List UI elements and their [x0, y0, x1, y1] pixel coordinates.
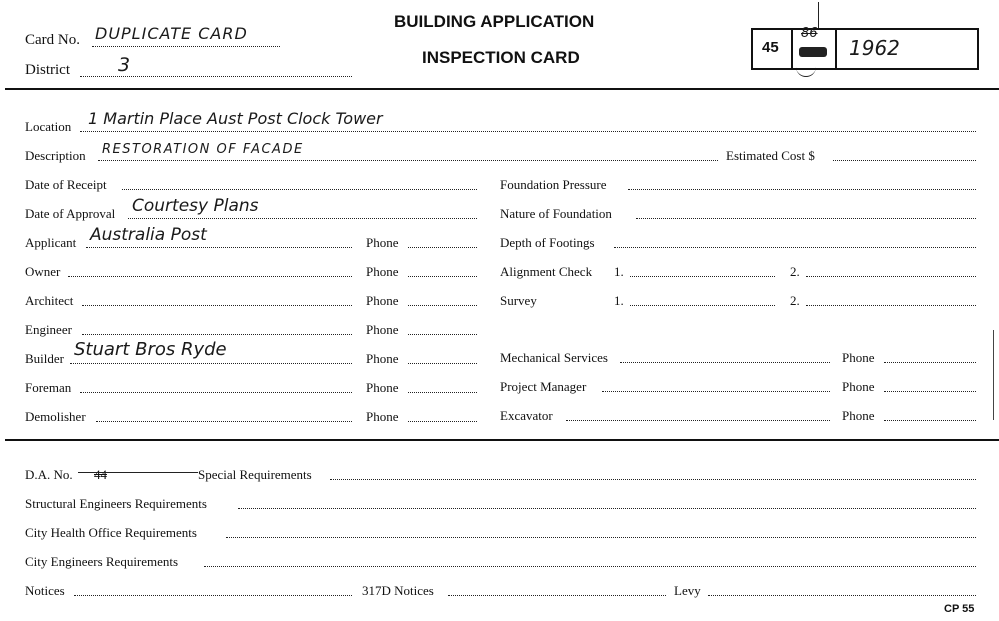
- survey-label: Survey: [500, 293, 537, 308]
- structural-requirements-label: Structural Engineers Requirements: [25, 496, 207, 511]
- notices-317d-line: [448, 595, 666, 596]
- foreman-phone-line: [408, 392, 477, 393]
- box-scribble: [799, 47, 827, 57]
- applicant-phone-label: Phone: [366, 235, 399, 250]
- architect-line: [82, 305, 352, 306]
- levy-line: [708, 595, 976, 596]
- applicant-line: [86, 247, 352, 248]
- district-value: 3: [118, 54, 131, 76]
- da-label: D.A. No.: [25, 467, 73, 482]
- box-pen-mark: [818, 2, 819, 28]
- card-no-value: DUPLICATE CARD: [95, 24, 248, 43]
- form-code: CP 55: [944, 603, 975, 615]
- date-approval-label: Date of Approval: [25, 206, 116, 221]
- mechanical-phone-label: Phone: [842, 350, 875, 365]
- middle-divider: [5, 439, 999, 441]
- excavator-label: Excavator: [500, 408, 553, 423]
- depth-footings-line: [614, 247, 976, 248]
- excavator-phone-line: [884, 420, 976, 421]
- owner-label: Owner: [25, 264, 61, 279]
- box-number: 45: [762, 39, 779, 56]
- excavator-line: [566, 420, 830, 421]
- foundation-pressure-line: [628, 189, 976, 190]
- survey-num1: 1.: [614, 293, 624, 308]
- alignment-line2: [806, 276, 976, 277]
- notices-line: [74, 595, 352, 596]
- owner-phone-line: [408, 276, 477, 277]
- card-no-line: [92, 46, 280, 47]
- demolisher-phone-line: [408, 421, 477, 422]
- alignment-line1: [630, 276, 775, 277]
- builder-label: Builder: [25, 351, 64, 366]
- city-engineers-line: [204, 566, 976, 567]
- builder-phone-label: Phone: [366, 351, 399, 366]
- mechanical-line: [620, 362, 830, 363]
- foreman-label: Foreman: [25, 380, 72, 395]
- project-manager-label: Project Manager: [500, 379, 587, 394]
- date-approval-value: Courtesy Plans: [132, 196, 259, 216]
- alignment-num1: 1.: [614, 264, 624, 279]
- foundation-pressure-label: Foundation Pressure: [500, 177, 607, 192]
- project-manager-phone-line: [884, 391, 976, 392]
- date-approval-line: [128, 218, 477, 219]
- survey-num2: 2.: [790, 293, 800, 308]
- alignment-num2: 2.: [790, 264, 800, 279]
- project-manager-phone-label: Phone: [842, 379, 875, 394]
- demolisher-line: [96, 421, 352, 422]
- mechanical-label: Mechanical Services: [500, 350, 608, 365]
- district-label: District: [25, 62, 70, 78]
- description-value: RESTORATION OF FACADE: [102, 142, 304, 157]
- project-manager-line: [602, 391, 830, 392]
- location-line: [80, 131, 976, 132]
- box-divider-1: [791, 30, 793, 68]
- engineer-line: [82, 334, 352, 335]
- city-engineers-label: City Engineers Requirements: [25, 554, 179, 569]
- special-requirements-line: [330, 479, 976, 480]
- location-value: 1 Martin Place Aust Post Clock Tower: [88, 109, 383, 128]
- foreman-line: [80, 392, 352, 393]
- health-requirements-label: City Health Office Requirements: [25, 525, 197, 540]
- header-divider: [5, 88, 999, 90]
- box-divider-2: [835, 30, 837, 68]
- title-line2: INSPECTION CARD: [422, 48, 580, 67]
- date-receipt-line: [122, 189, 477, 190]
- demolisher-label: Demolisher: [25, 409, 86, 424]
- card-no-label: Card No.: [25, 32, 80, 48]
- engineer-phone-label: Phone: [366, 322, 399, 337]
- alignment-check-label: Alignment Check: [500, 264, 593, 279]
- card-number-box: [751, 28, 979, 70]
- estimated-cost-label: Estimated Cost $: [726, 148, 815, 163]
- district-line: [80, 76, 352, 77]
- survey-line1: [630, 305, 775, 306]
- owner-line: [68, 276, 352, 277]
- health-requirements-line: [226, 537, 976, 538]
- demolisher-phone-label: Phone: [366, 409, 399, 424]
- architect-phone-label: Phone: [366, 293, 399, 308]
- nature-foundation-line: [636, 218, 976, 219]
- box-pen-tick: [796, 66, 816, 77]
- box-struck-value: 86: [801, 26, 818, 41]
- special-requirements-label: Special Requirements: [198, 467, 312, 482]
- levy-label: Levy: [674, 583, 701, 598]
- excavator-phone-label: Phone: [842, 408, 875, 423]
- builder-line: [70, 363, 352, 364]
- builder-value: Stuart Bros Ryde: [74, 339, 227, 360]
- description-label: Description: [25, 148, 86, 163]
- box-year: 1962: [849, 36, 900, 60]
- applicant-phone-line: [408, 247, 477, 248]
- engineer-label: Engineer: [25, 322, 72, 337]
- architect-phone-line: [408, 305, 477, 306]
- engineer-phone-line: [408, 334, 477, 335]
- title-line1: BUILDING APPLICATION: [394, 12, 595, 31]
- foreman-phone-label: Phone: [366, 380, 399, 395]
- owner-phone-label: Phone: [366, 264, 399, 279]
- date-receipt-label: Date of Receipt: [25, 177, 107, 192]
- estimated-cost-line: [833, 160, 976, 161]
- notices-label: Notices: [25, 583, 65, 598]
- structural-requirements-line: [238, 508, 976, 509]
- mechanical-phone-line: [884, 362, 976, 363]
- depth-footings-label: Depth of Footings: [500, 235, 595, 250]
- applicant-label: Applicant: [25, 235, 77, 250]
- applicant-value: Australia Post: [90, 225, 207, 245]
- nature-foundation-label: Nature of Foundation: [500, 206, 612, 221]
- survey-line2: [806, 305, 976, 306]
- description-line: [98, 160, 718, 161]
- da-strike-line: [78, 472, 198, 473]
- builder-phone-line: [408, 363, 477, 364]
- location-label: Location: [25, 119, 72, 134]
- da-struck-value: 44: [94, 467, 107, 482]
- scan-edge-mark: [993, 330, 994, 420]
- notices-317d-label: 317D Notices: [362, 583, 434, 598]
- architect-label: Architect: [25, 293, 74, 308]
